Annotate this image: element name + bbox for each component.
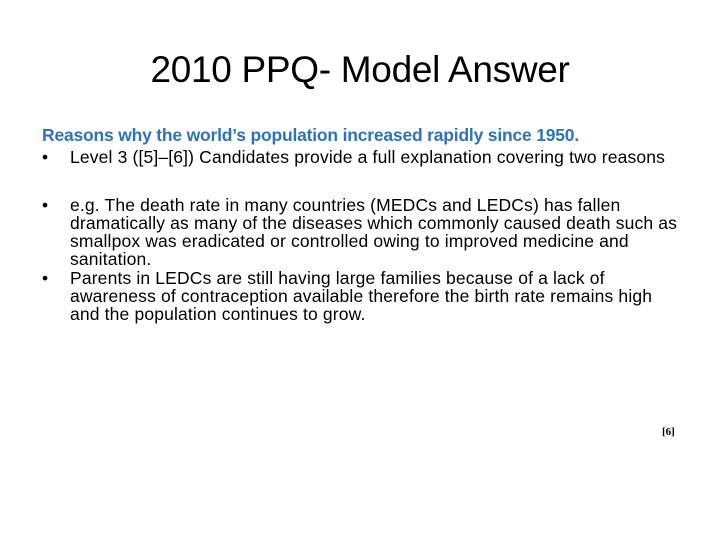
slide-title: 2010 PPQ- Model Answer: [150, 49, 570, 90]
level-bullet-text: Level 3 ([5]–[6]) Candidates provide a full explanation covering two reasons: [70, 147, 666, 167]
bullet-icon: •: [42, 195, 49, 215]
example-bullet-text: e.g. The death rate in many countries (MEDCs and LEDCs) has fallen dramatically as many of the diseases which commonly caused death such as smallpox was eradicated or controlled owing to improved medicine and sanitation.: [70, 195, 678, 269]
example-list: [42, 196, 682, 323]
slide-content: [42, 124, 682, 323]
question-heading: Reasons why the world’s population increased rapidly since 1950.: [42, 125, 579, 145]
example-bullet-birth-rate: [42, 269, 682, 323]
marks-label: [6]: [662, 426, 675, 438]
level-list: [42, 148, 682, 166]
bullet-icon: •: [42, 268, 49, 288]
bullet-icon: •: [42, 147, 49, 167]
level-bullet: [42, 148, 682, 166]
example-bullet-text: Parents in LEDCs are still having large families because of a lack of awareness of contraception available therefore the birth rate remains high and the population continues to grow.: [70, 268, 653, 324]
example-bullet-death-rate: [42, 196, 682, 268]
